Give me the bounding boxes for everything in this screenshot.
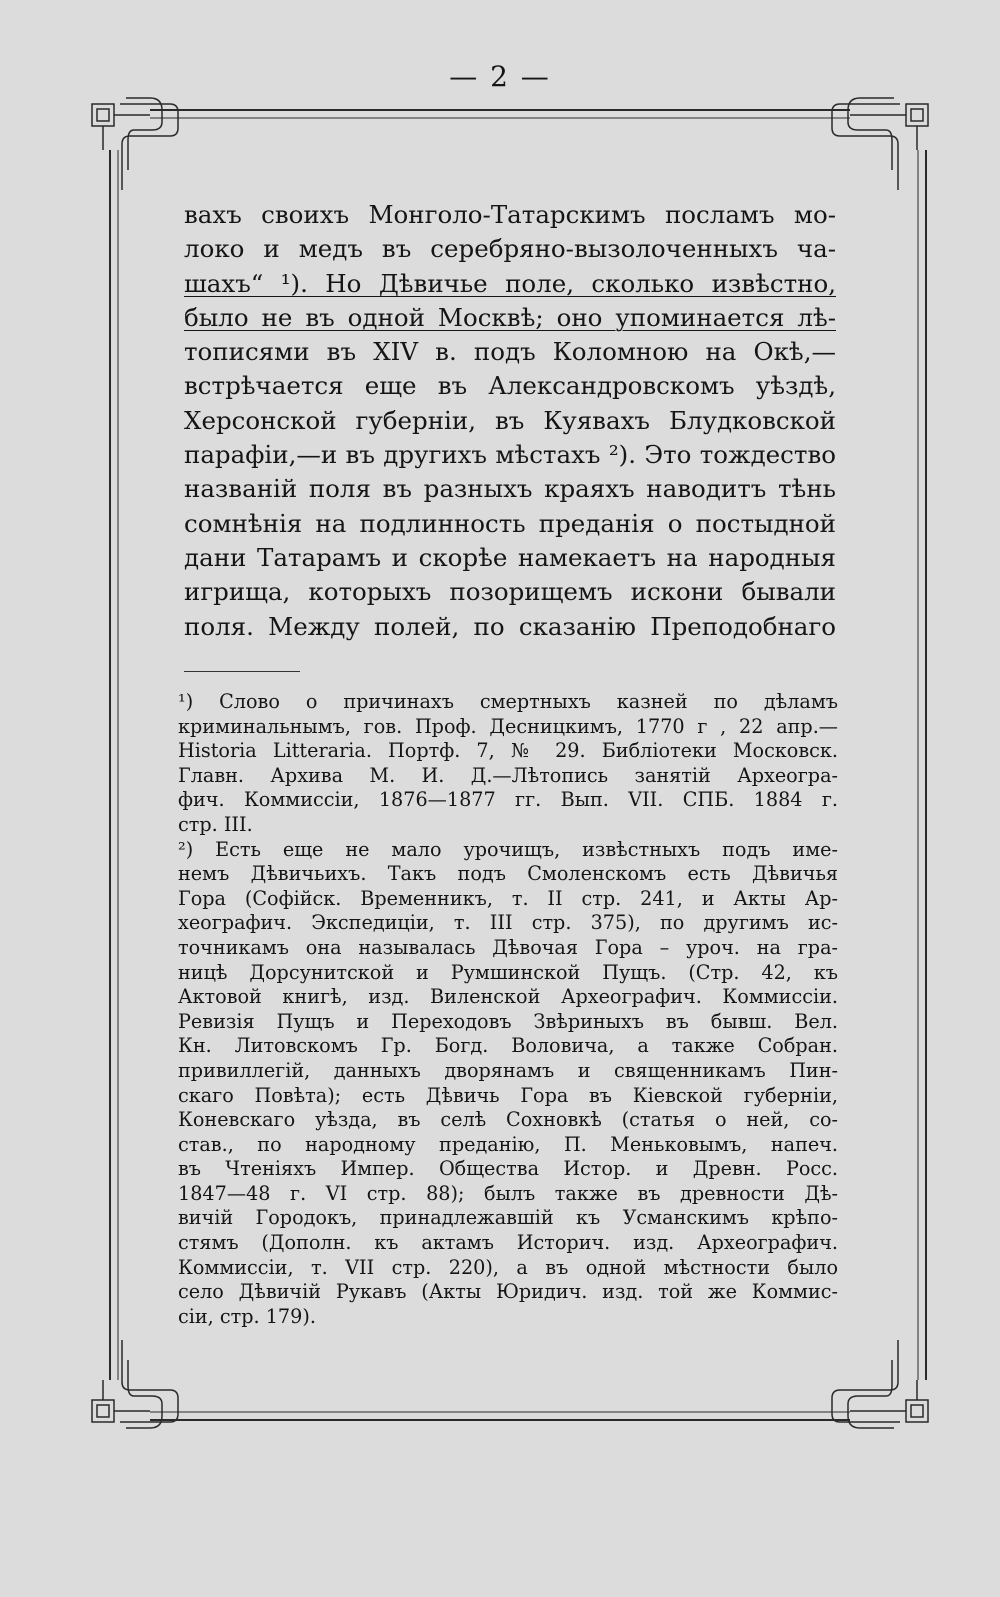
footnote-line: Коммиссіи, т. VII стр. 220), а въ одной мѣстности было [178, 1255, 838, 1279]
footnote-line: фич. Коммиссіи, 1876—1877 гг. Вып. VII. СПБ. 1884 г. [178, 788, 838, 812]
body-line: дани Татарамъ и скорѣе намекаетъ на народныя [184, 542, 836, 572]
footnote-line: Кн. Литовскомъ Гр. Богд. Воловича, а также Собран. [178, 1034, 838, 1058]
footnote-line: скаго Повѣта); есть Дѣвичь Гора въ Кіевской губерніи, [178, 1083, 838, 1107]
corner-ornament-top-left [92, 98, 178, 190]
body-line: названій поля въ разныхъ краяхъ наводитъ тѣнь [184, 474, 836, 504]
body-line: тописями въ XIV в. подъ Коломною на Окѣ,— [184, 337, 836, 367]
footnote-line: Гора (Софійск. Временникъ, т. II стр. 241, и Акты Ар- [178, 886, 838, 910]
corner-ornament-top-right [832, 98, 928, 190]
footnote-line: Historia Litteraria. Портф. 7, № 29. Библіотеки Московск. [178, 739, 838, 763]
footnote-line: Актовой книгѣ, изд. Виленской Археографич. Коммиссіи. [178, 985, 838, 1009]
footnote-line: Коневскаго уѣзда, въ селѣ Сохновкѣ (статья о ней, со- [178, 1108, 838, 1132]
footnotes-block [178, 690, 838, 1329]
footnote-line: село Дѣвичій Рукавъ (Акты Юридич. изд. той же Коммис- [178, 1280, 838, 1304]
footnote-line: став., по народному преданію, П. Меньковымъ, напеч. [178, 1132, 838, 1156]
footnote-line: сіи, стр. 179). [178, 1304, 316, 1328]
corner-ornament-bottom-left [92, 1340, 178, 1428]
main-text-block [184, 198, 836, 644]
footnote-separator [184, 671, 300, 672]
footnote-line: немъ Дѣвичьихъ. Такъ подъ Смоленскомъ есть Дѣвичья [178, 862, 838, 886]
page-number: — 2 — [449, 60, 551, 93]
body-line: сомнѣнія на подлинность преданія о постыдной [184, 508, 836, 538]
footnote-line: ницѣ Дорсунитской и Румшинской Пущъ. (Стр. 42, къ [178, 960, 838, 984]
footnote-1 [178, 690, 838, 838]
body-line: вахъ своихъ Монголо-Татарскимъ посламъ мо- [184, 200, 836, 229]
body-line: игрища, которыхъ позорищемъ искони бывали [184, 577, 836, 607]
footnote-line: 1847—48 г. VI стр. 88); былъ также въ древности Дѣ- [178, 1181, 838, 1205]
footnote-2 [178, 838, 838, 1330]
body-line: поля. Между полей, по сказанію Преподобнаго [184, 611, 836, 641]
footnote-line: стямъ (Дополн. къ актамъ Историч. изд. Археографич. [178, 1231, 838, 1255]
footnote-line: ¹) Слово о причинахъ смертныхъ казней по дѣламъ [178, 690, 838, 713]
footnote-line: точникамъ она называлась Дѣвочая Гора – уроч. на гра- [178, 935, 838, 959]
footnote-line: криминальнымъ, гов. Проф. Десницкимъ, 1770 г , 22 апр.— [178, 714, 838, 738]
body-line: было не въ одной Москвѣ; оно упоминается лѣ- [184, 302, 836, 332]
body-line: локо и медъ въ серебряно-вызолоченныхъ ча- [184, 234, 836, 264]
body-line: парафіи,—и въ другихъ мѣстахъ ²). Это тождество [184, 440, 836, 470]
footnote-line: хеографич. Экспедиціи, т. III стр. 375), по другимъ ис- [178, 911, 838, 935]
body-line: встрѣчается еще въ Александровскомъ уѣздѣ, [184, 371, 836, 401]
footnote-line: привиллегій, данныхъ дворянамъ и священникамъ Пин- [178, 1058, 838, 1082]
footnote-line: ²) Есть еще не мало урочищъ, извѣстныхъ подъ име- [178, 837, 838, 861]
footnote-line: въ Чтеніяхъ Импер. Общества Истор. и Древн. Росс. [178, 1157, 838, 1181]
footnote-line: вичій Городокъ, принадлежавшій къ Усманскимъ крѣпо- [178, 1206, 838, 1230]
body-line: Херсонской губерніи, въ Куявахъ Блудковской [184, 405, 836, 435]
footnote-line: Ревизія Пущъ и Переходовъ Звѣриныхъ въ бывш. Вел. [178, 1009, 838, 1033]
corner-ornament-bottom-right [832, 1340, 928, 1428]
body-line: шахъ“ ¹). Но Дѣвичье поле, сколько извѣстно, [184, 268, 836, 298]
footnote-line: Главн. Архива М. И. Д.—Лѣтопись занятій Археогра- [178, 763, 838, 787]
footnote-line: стр. III. [178, 812, 253, 836]
